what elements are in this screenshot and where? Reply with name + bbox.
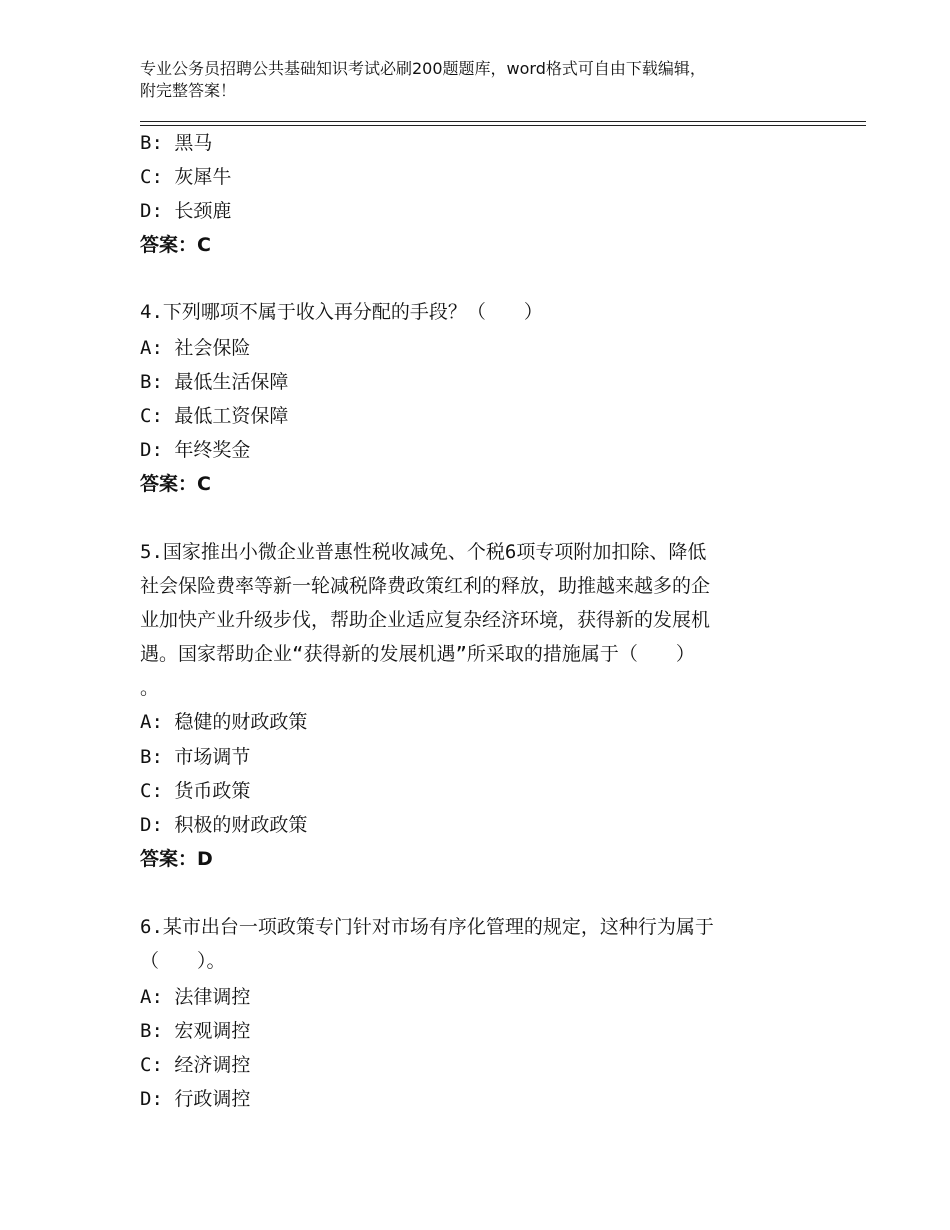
q6-question-line-2: （ ）。 xyxy=(140,950,226,972)
q5-option-a: A: 稳健的财政政策 xyxy=(140,711,308,733)
q6-option-d: D: 行政调控 xyxy=(140,1088,251,1110)
header-line-1: 专业公务员招聘公共基础知识考试必刷200题题库，word格式可自由下载编辑， xyxy=(140,59,706,78)
q6-question-line-1: 6.某市出台一项政策专门针对市场有序化管理的规定，这种行为属于 xyxy=(140,916,714,938)
q5-answer: 答案：D xyxy=(140,848,213,870)
q5-option-d: D: 积极的财政政策 xyxy=(140,814,308,836)
q3-option-c: C: 灰犀牛 xyxy=(140,166,232,188)
q6-option-a: A: 法律调控 xyxy=(140,986,251,1008)
q5-question-line-5: 。 xyxy=(140,677,160,699)
q5-option-b: B: 市场调节 xyxy=(140,746,251,768)
q5-option-c: C: 货币政策 xyxy=(140,780,251,802)
q4-option-d: D: 年终奖金 xyxy=(140,439,251,461)
q5-question-line-3: 业加快产业升级步伐，帮助企业适应复杂经济环境，获得新的发展机 xyxy=(140,609,711,631)
q4-question: 4.下列哪项不属于收入再分配的手段？（ ） xyxy=(140,301,543,323)
q4-option-b: B: 最低生活保障 xyxy=(140,371,289,393)
q3-option-d: D: 长颈鹿 xyxy=(140,200,232,222)
header-divider-bottom xyxy=(140,125,866,126)
q4-option-a: A: 社会保险 xyxy=(140,337,251,359)
q5-question-line-2: 社会保险费率等新一轮减税降费政策红利的释放，助推越来越多的企 xyxy=(140,575,711,597)
q6-option-b: B: 宏观调控 xyxy=(140,1020,251,1042)
page-header xyxy=(140,58,820,102)
header-line-2: 附完整答案！ xyxy=(140,81,237,100)
q6-option-c: C: 经济调控 xyxy=(140,1054,251,1076)
q5-question-line-1: 5.国家推出小微企业普惠性税收减免、个税6项专项附加扣除、降低 xyxy=(140,541,707,563)
q3-option-b: B: 黑马 xyxy=(140,132,213,154)
q3-answer: 答案：C xyxy=(140,234,211,256)
q5-question-line-4: 遇。国家帮助企业“获得新的发展机遇”所采取的措施属于（ ） xyxy=(140,643,695,665)
q4-option-c: C: 最低工资保障 xyxy=(140,405,289,427)
q4-answer: 答案：C xyxy=(140,473,211,495)
header-divider-top xyxy=(140,121,866,122)
